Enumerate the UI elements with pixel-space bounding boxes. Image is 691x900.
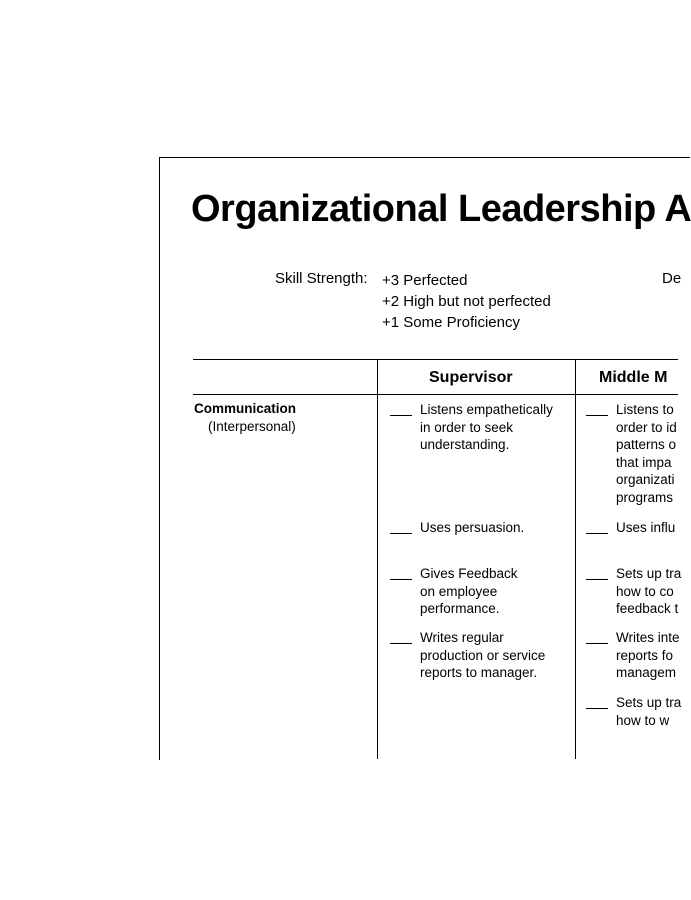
rating-blank[interactable] <box>586 643 608 644</box>
category-subtitle: (Interpersonal) <box>208 419 296 434</box>
deficiency-label: De <box>662 270 682 287</box>
item-text-line: patterns o <box>616 437 677 452</box>
category-name: Communication <box>194 401 297 416</box>
item-text-line: Sets up tra <box>616 695 682 710</box>
item-text-line: Listens empathetically <box>420 402 553 417</box>
skill-level-3: +3 Perfected <box>382 272 468 289</box>
item-text-line: performance. <box>420 601 500 616</box>
item-text-line: Listens to <box>616 402 674 417</box>
item-text-line: production or service <box>420 647 546 663</box>
skill-level-2: +2 High but not perfected <box>382 293 551 310</box>
rating-blank[interactable] <box>390 415 412 416</box>
skill-strength-label: Skill Strength: <box>275 270 368 287</box>
rating-blank[interactable] <box>586 415 608 416</box>
column-divider-supervisor <box>377 359 378 759</box>
rating-blank[interactable] <box>586 708 608 709</box>
item-text-line: understanding. <box>420 437 510 452</box>
skill-strength-levels <box>382 270 551 333</box>
table-top-rule <box>193 359 678 360</box>
item-text-line: feedback t <box>616 601 679 616</box>
rating-blank[interactable] <box>390 643 412 644</box>
column-header-middle-management: Middle M <box>599 369 668 386</box>
item-text-line: Gives Feedback <box>420 566 518 581</box>
item-text-line: on employee <box>420 583 498 599</box>
item-text-line: Uses influ <box>616 520 676 535</box>
item-text-line: programs <box>616 489 674 505</box>
item-text-line: how to co <box>616 583 674 599</box>
column-divider-middle <box>575 359 576 759</box>
item-text-line: Uses persuasion. <box>420 520 525 535</box>
item-text-line: in order to seek <box>420 419 514 435</box>
rating-blank[interactable] <box>390 579 412 580</box>
item-text-line: that impa <box>616 454 672 470</box>
rating-blank[interactable] <box>586 533 608 534</box>
skill-level-1: +1 Some Proficiency <box>382 314 520 331</box>
item-text-line: organizati <box>616 472 675 487</box>
item-text-line: order to id <box>616 419 677 435</box>
table-header-rule <box>193 394 678 395</box>
item-text-line: reports fo <box>616 647 674 663</box>
item-text-line: Sets up tra <box>616 566 682 581</box>
item-text-line: Writes inte <box>616 630 680 645</box>
item-text-line: managem <box>616 665 677 680</box>
item-text-line: how to w <box>616 712 670 728</box>
item-text-line: reports to manager. <box>420 665 538 680</box>
category-communication <box>194 400 296 436</box>
item-text-line: Writes regular <box>420 630 504 645</box>
rating-blank[interactable] <box>586 579 608 580</box>
page-title: Organizational Leadership A <box>191 188 691 230</box>
column-header-supervisor: Supervisor <box>429 369 513 386</box>
rating-blank[interactable] <box>390 533 412 534</box>
